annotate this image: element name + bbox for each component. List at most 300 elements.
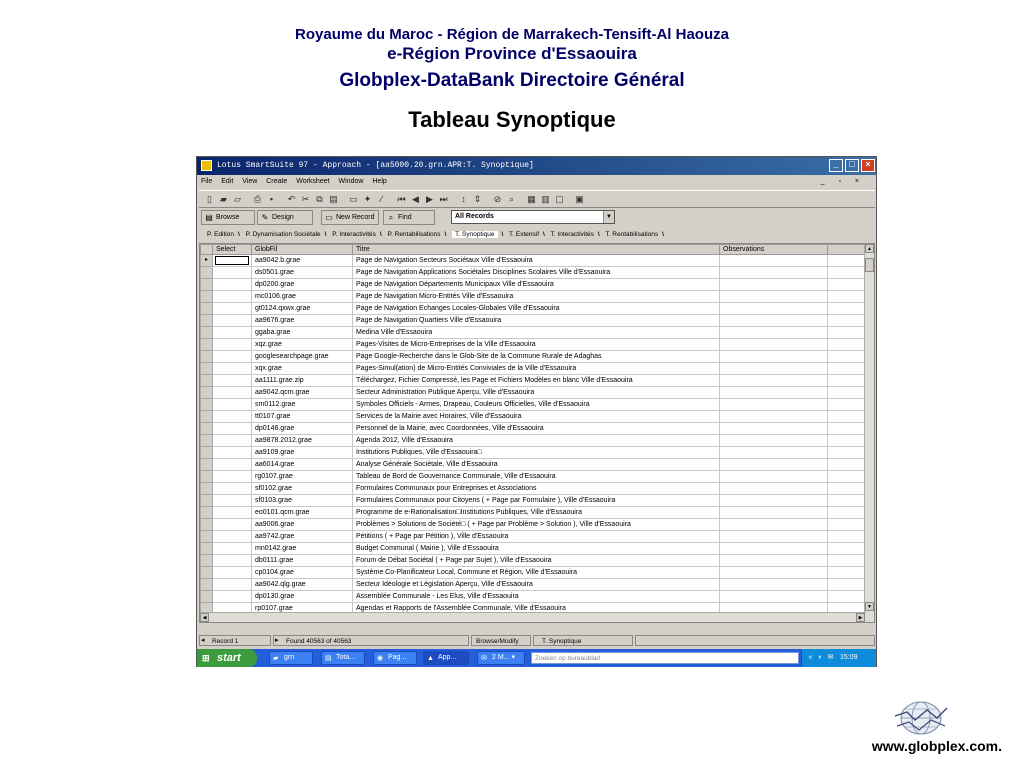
globfil-cell[interactable]: aa1111.grae.zip [252, 375, 353, 387]
row-indicator[interactable] [201, 327, 213, 339]
sort-ascending-icon[interactable]: ↕ [461, 194, 466, 204]
row-indicator[interactable] [201, 459, 213, 471]
observations-cell[interactable] [720, 255, 828, 267]
titre-cell[interactable]: Page de Navigation Secteurs Sociétaux Ville d'Essaouira [353, 255, 720, 267]
titre-cell[interactable]: Pages-Simul(ation) de Micro-Entités Conviviales de la Ville d'Essaouira [353, 363, 720, 375]
clock[interactable]: 15:09 [840, 654, 858, 661]
titre-cell[interactable]: Secteur Idéologie et Législation Aperçu, Ville d'Essaouira [353, 579, 720, 591]
blank-cell [828, 471, 868, 483]
cut-icon[interactable]: ✂ [301, 194, 310, 204]
scroll-right-icon[interactable]: ▶ [856, 613, 865, 622]
sort-descending-icon[interactable]: ⇕ [473, 194, 482, 204]
select-cell[interactable] [213, 555, 252, 567]
observations-cell[interactable] [720, 423, 828, 435]
observations-cell[interactable] [720, 531, 828, 543]
blank-cell [828, 579, 868, 591]
find-button[interactable]: ⌕ Find [383, 210, 435, 225]
row-indicator[interactable] [201, 531, 213, 543]
report-icon[interactable]: ▢ [555, 194, 564, 204]
table-row[interactable] [201, 531, 868, 543]
titre-cell[interactable]: Formulaires Communaux pour Entreprises et Associations [353, 483, 720, 495]
select-cell[interactable] [213, 303, 252, 315]
row-indicator[interactable] [201, 399, 213, 411]
globfil-cell[interactable]: googlesearchpage.grae [252, 351, 353, 363]
table-row[interactable] [201, 483, 868, 495]
select-cell[interactable] [213, 495, 252, 507]
titre-cell[interactable]: Agenda 2012, Ville d'Essaouira [353, 435, 720, 447]
view-indicator[interactable]: T. Synoptique [533, 635, 633, 646]
titre-cell[interactable]: Page de Navigation Echanges Locales-Globales Ville d'Essaouira [353, 303, 720, 315]
smarticons-menu-icon[interactable]: ▣ [575, 194, 584, 204]
row-indicator[interactable] [201, 447, 213, 459]
slide-title-province: e-Région Province d'Essaouira [387, 44, 637, 63]
slide-subtitle: Tableau Synoptique [408, 107, 616, 132]
select-cell[interactable] [213, 387, 252, 399]
observations-cell[interactable] [720, 543, 828, 555]
titre-cell[interactable]: Programme de e-Rationalisation□Institutions Publiques, Ville d'Essaouira [353, 507, 720, 519]
globfil-cell[interactable]: dp0200.grae [252, 279, 353, 291]
horizontal-scrollbar[interactable] [200, 612, 866, 622]
table-row[interactable] [201, 459, 868, 471]
select-cell[interactable] [213, 543, 252, 555]
select-cell[interactable] [213, 399, 252, 411]
titre-cell[interactable]: Medina Ville d'Essaouira [353, 327, 720, 339]
delete-record-icon[interactable]: ⊘ [493, 194, 502, 204]
last-record-icon[interactable]: ⏭ [439, 194, 448, 204]
observations-cell[interactable] [720, 375, 828, 387]
lotus-app-icon [201, 160, 212, 171]
row-indicator[interactable]: ▸ [201, 255, 213, 267]
row-indicator[interactable] [201, 363, 213, 375]
row-indicator[interactable] [201, 387, 213, 399]
observations-cell[interactable] [720, 483, 828, 495]
found-set-indicator[interactable]: ▸ Found 40563 of 40563 [273, 635, 469, 646]
new-record-icon: ▭ [325, 213, 333, 222]
select-cell[interactable] [213, 375, 252, 387]
status-bar [199, 635, 875, 647]
document-window-controls[interactable]: _ ▫ × [820, 178, 865, 185]
select-cell[interactable] [213, 423, 252, 435]
observations-cell[interactable] [720, 327, 828, 339]
open-folder-icon[interactable]: ▰ [220, 194, 227, 204]
titre-cell[interactable]: Page de Navigation Applications Sociétales Disciplines Scolaires Ville d'Essaouira [353, 267, 720, 279]
globfil-cell[interactable]: aa9878.2012.grae [252, 435, 353, 447]
start-button[interactable]: ⊞ start [197, 649, 257, 667]
scroll-thumb[interactable] [865, 258, 874, 272]
table-row[interactable] [201, 411, 868, 423]
table-row[interactable] [201, 435, 868, 447]
globfil-cell[interactable]: mn0142.grae [252, 543, 353, 555]
row-indicator[interactable] [201, 279, 213, 291]
blank-cell [828, 483, 868, 495]
first-record-icon[interactable]: ⏮ [397, 194, 406, 204]
blank-cell [828, 555, 868, 567]
find-record-icon[interactable]: ⌕ [508, 194, 515, 204]
table-row[interactable] [201, 375, 868, 387]
observations-cell[interactable] [720, 567, 828, 579]
folder-icon: ▰ [273, 655, 279, 662]
row-indicator[interactable] [201, 543, 213, 555]
globfil-cell[interactable]: rg0107.grae [252, 471, 353, 483]
blank-cell [828, 399, 868, 411]
menu-window[interactable]: Window [338, 178, 364, 185]
observations-cell[interactable] [720, 459, 828, 471]
globfil-cell[interactable]: dp0146.grae [252, 423, 353, 435]
browse-button[interactable]: ▤ Browse [201, 210, 255, 225]
column-header-blank [828, 245, 868, 255]
tab-p-edition[interactable]: P. Edition [207, 231, 234, 238]
globfil-cell[interactable]: aa9742.grae [252, 531, 353, 543]
form-icon[interactable]: ▥ [541, 194, 550, 204]
globfil-cell[interactable]: dp0130.grae [252, 591, 353, 603]
blank-cell [828, 375, 868, 387]
globfil-cell[interactable]: ggaba.grae [252, 327, 353, 339]
titre-cell[interactable]: Pages-Visites de Micro-Entreprises de la Ville d'Essaouira [353, 339, 720, 351]
save-icon[interactable]: ▪ [269, 194, 274, 204]
row-indicator[interactable] [201, 495, 213, 507]
globfil-cell[interactable]: xqz.grae [252, 339, 353, 351]
row-indicator[interactable] [201, 315, 213, 327]
row-indicator[interactable] [201, 567, 213, 579]
observations-cell[interactable] [720, 291, 828, 303]
record-indicator[interactable]: ◂ Record 1 [199, 635, 271, 646]
table-row[interactable] [201, 363, 868, 375]
globfil-cell[interactable]: aa9006.grae [252, 519, 353, 531]
open-icon[interactable]: ▱ [234, 194, 241, 204]
slide-title-region: Royaume du Maroc - Région de Marrakech-Tensift-Al Haouza [295, 26, 729, 43]
select-cell[interactable] [213, 339, 252, 351]
undo-icon[interactable]: ↶ [287, 194, 296, 204]
globfil-cell[interactable]: aa9109.grae [252, 447, 353, 459]
desktop-search-input[interactable]: Zoeken op bureaublad [531, 652, 799, 664]
table-row[interactable] [201, 291, 868, 303]
titre-cell[interactable]: Page de Navigation Quartiers Ville d'Essaouira [353, 315, 720, 327]
records-table [200, 244, 868, 623]
select-cell[interactable] [213, 579, 252, 591]
blank-cell [828, 495, 868, 507]
table-row[interactable] [201, 387, 868, 399]
titre-cell[interactable]: Institutions Publiques, Ville d'Essaouira□ [353, 447, 720, 459]
select-cell[interactable] [213, 411, 252, 423]
globfil-cell[interactable]: gt0124.qxwx.grae [252, 303, 353, 315]
blank-cell [828, 591, 868, 603]
approach-window [196, 156, 877, 667]
globfil-cell[interactable]: ds0501.grae [252, 267, 353, 279]
titre-cell[interactable]: Secteur Administration Publique Aperçu, Ville d'Essaouira [353, 387, 720, 399]
format-icon[interactable]: ⁄ [380, 194, 383, 204]
new-record-button[interactable]: ▭ New Record [321, 210, 379, 225]
globfil-cell[interactable]: aa9042.qcm.grae [252, 387, 353, 399]
table-row[interactable] [201, 447, 868, 459]
observations-cell[interactable] [720, 447, 828, 459]
windows-logo-icon: ⊞ [202, 653, 210, 663]
select-cell[interactable] [213, 447, 252, 459]
task-tota[interactable]: ▤ Tota... [321, 651, 365, 665]
titre-cell[interactable]: Téléchargez, Fichier Compressé, les Page et Fichiers Modèles en blanc Ville d'Essaouira [353, 375, 720, 387]
blank-cell [828, 279, 868, 291]
select-cell[interactable] [213, 435, 252, 447]
select-cell[interactable] [213, 255, 252, 267]
observations-cell[interactable] [720, 279, 828, 291]
smarticon-toolbar [199, 190, 875, 208]
row-indicator[interactable] [201, 375, 213, 387]
titre-cell[interactable]: Agendas et Rapports de l'Assemblée Communale, Ville d'Essaouira [353, 603, 720, 615]
select-cell[interactable] [213, 567, 252, 579]
observations-cell[interactable] [720, 399, 828, 411]
tab-t-extensif[interactable]: T. Extensif [509, 231, 540, 238]
paste-icon[interactable]: ▤ [329, 194, 338, 204]
observations-cell[interactable] [720, 435, 828, 447]
observations-cell[interactable] [720, 267, 828, 279]
select-cell[interactable] [213, 315, 252, 327]
row-indicator[interactable] [201, 303, 213, 315]
observations-cell[interactable] [720, 315, 828, 327]
titre-cell[interactable]: Problèmes > Solutions de Société□ ( + Page par Problème > Solution ), Ville d'Essaouira [353, 519, 720, 531]
blank-cell [828, 435, 868, 447]
globfil-cell[interactable]: sf0103.grae [252, 495, 353, 507]
select-cell[interactable] [213, 531, 252, 543]
row-indicator[interactable] [201, 471, 213, 483]
maximize-button[interactable]: □ [845, 159, 859, 172]
select-cell[interactable] [213, 267, 252, 279]
task-mail[interactable]: ✉ 2 M... ▾ [477, 651, 525, 665]
new-file-icon[interactable]: ▯ [207, 194, 212, 204]
titre-cell[interactable]: Tableau de Bord de Gouvernance Communale, Ville d'Essaouira [353, 471, 720, 483]
task-pag[interactable]: ◉ Pag... [373, 651, 417, 665]
tab-p-interactivites[interactable]: P. Interactivités [332, 231, 376, 238]
table-row[interactable] [201, 399, 868, 411]
titre-cell[interactable]: Services de la Mairie avec Horaires, Ville d'Essaouira [353, 411, 720, 423]
row-indicator[interactable] [201, 435, 213, 447]
table-row[interactable] [201, 579, 868, 591]
row-indicator[interactable] [201, 423, 213, 435]
table-row[interactable] [201, 555, 868, 567]
minimize-button[interactable]: _ [829, 159, 843, 172]
titre-cell[interactable]: Page de Navigation Départements Municipaux Ville d'Essaouira [353, 279, 720, 291]
select-cell[interactable] [213, 279, 252, 291]
menu-bar [197, 176, 876, 188]
column-header-titre[interactable]: Titre [353, 245, 720, 255]
blank-cell [828, 255, 868, 267]
chevron-down-icon[interactable]: ▼ [603, 211, 614, 223]
status-blank [635, 635, 875, 646]
task-grn[interactable]: ▰ grn [269, 651, 313, 665]
select-cell[interactable] [213, 459, 252, 471]
action-bar [199, 209, 875, 227]
row-indicator[interactable] [201, 339, 213, 351]
select-cell[interactable] [213, 519, 252, 531]
table-row[interactable] [201, 543, 868, 555]
row-indicator[interactable] [201, 591, 213, 603]
titre-cell[interactable]: Formulaires Communaux pour Citoyens ( + Page par Formulaire ), Ville d'Essaouira [353, 495, 720, 507]
globfil-cell[interactable]: db0111.grae [252, 555, 353, 567]
titre-cell[interactable]: Budget Communal ( Mairie ), Ville d'Essaouira [353, 543, 720, 555]
globfil-cell[interactable]: cp0104.grae [252, 567, 353, 579]
select-cell[interactable] [213, 483, 252, 495]
tab-t-synoptique[interactable]: T. Synoptique [452, 231, 497, 238]
blank-cell [828, 531, 868, 543]
preview-icon[interactable]: ▭ [349, 194, 358, 204]
globfil-cell[interactable]: xqx.grae [252, 363, 353, 375]
menu-worksheet[interactable]: Worksheet [296, 178, 330, 185]
blank-cell [828, 387, 868, 399]
menu-create[interactable]: Create [266, 178, 288, 185]
next-arrow-icon[interactable]: ▸ [275, 637, 279, 644]
tab-p-rentabilisations[interactable]: P. Rentabilisations [387, 231, 441, 238]
print-icon[interactable]: ⎙ [253, 194, 262, 204]
previous-record-icon[interactable]: ◀ [412, 194, 419, 204]
select-cell[interactable] [213, 327, 252, 339]
view-tabs: P. Edition \ P. Dynamisation Sociétale \ P. Interactivités \ P. Rentabilisations \ T. Synoptique \ T. Extensif \ T. Interactivités \ T. Rentabilisations \ [207, 231, 664, 238]
blank-cell [828, 291, 868, 303]
find-icon: ⌕ [388, 213, 394, 222]
smartmaster-icon[interactable]: ✦ [363, 194, 372, 204]
task-app[interactable]: ▲ App... [423, 651, 469, 665]
titre-cell[interactable]: Pétitions ( + Page par Pétition ), Ville d'Essaouira [353, 531, 720, 543]
globplex-globe-logo [893, 696, 949, 740]
design-button[interactable]: ✎ Design [257, 210, 313, 225]
globfil-cell[interactable]: mc0106.grae [252, 291, 353, 303]
row-indicator[interactable] [201, 579, 213, 591]
column-header-globfil[interactable]: GlobFil [252, 245, 353, 255]
menu-edit[interactable]: Edit [221, 178, 234, 185]
blank-cell [828, 363, 868, 375]
tray-network-icon[interactable]: ◐ [818, 654, 823, 661]
table-row[interactable] [201, 591, 868, 603]
table-row[interactable] [201, 471, 868, 483]
column-header-select[interactable]: Select [213, 245, 252, 255]
titre-cell[interactable]: Forum de Débat Sociétal ( + Page par Sujet ), Ville d'Essaouira [353, 555, 720, 567]
row-indicator[interactable] [201, 555, 213, 567]
tab-t-interactivites[interactable]: T. Interactivités [550, 231, 594, 238]
titre-cell[interactable]: Personnel de la Mairie, avec Coordonnées, Ville d'Essaouira [353, 423, 720, 435]
table-row[interactable] [201, 315, 868, 327]
select-cell[interactable] [213, 591, 252, 603]
mail-icon: ✉ [481, 655, 487, 662]
globfil-cell[interactable]: tt0107.grae [252, 411, 353, 423]
menu-view[interactable]: View [242, 178, 258, 185]
table-row[interactable] [201, 339, 868, 351]
previous-arrow-icon[interactable]: ◂ [201, 637, 205, 644]
blank-cell [828, 447, 868, 459]
row-indicator[interactable] [201, 519, 213, 531]
observations-cell[interactable] [720, 387, 828, 399]
observations-cell[interactable] [720, 579, 828, 591]
row-indicator[interactable] [201, 411, 213, 423]
column-header-observations[interactable]: Observations [720, 245, 828, 255]
mode-indicator[interactable]: Browse/Modify [471, 635, 531, 646]
observations-cell[interactable] [720, 495, 828, 507]
row-indicator[interactable] [201, 267, 213, 279]
table-row[interactable] [201, 279, 868, 291]
tray-arrow-icon[interactable]: « [808, 654, 813, 661]
tab-t-rentabilisations[interactable]: T. Rentabilisations [605, 231, 659, 238]
titre-cell[interactable]: Page de Navigation Micro-Entités Ville d'Essaouira [353, 291, 720, 303]
tab-p-dynamisation[interactable]: P. Dynamisation Sociétale [245, 231, 321, 238]
menu-file[interactable]: File [201, 178, 213, 185]
globfil-cell[interactable]: aa6014.grae [252, 459, 353, 471]
next-record-icon[interactable]: ▶ [426, 194, 433, 204]
corner-header [201, 245, 213, 255]
select-cell[interactable] [213, 507, 252, 519]
observations-cell[interactable] [720, 411, 828, 423]
scroll-up-icon[interactable]: ▲ [865, 244, 874, 253]
close-button[interactable]: × [861, 159, 875, 172]
table-row[interactable] [201, 507, 868, 519]
titre-cell[interactable]: Symboles Officiels - Armes, Drapeau, Couleurs Officielles, Ville d'Essaouira [353, 399, 720, 411]
document-icon: ▤ [325, 655, 332, 662]
blank-cell [828, 267, 868, 279]
titre-cell[interactable]: Page Google-Recherche dans le Glob-Site de la Commune Rurale de Adaghas [353, 351, 720, 363]
select-cell[interactable] [213, 291, 252, 303]
found-set-select[interactable]: All Records ▼ [451, 210, 615, 224]
table-row[interactable] [201, 255, 868, 267]
observations-cell[interactable] [720, 351, 828, 363]
scroll-down-icon[interactable]: ▼ [865, 602, 874, 611]
table-row[interactable] [201, 495, 868, 507]
globfil-cell[interactable]: rp0107.grae [252, 603, 353, 615]
observations-cell[interactable] [720, 519, 828, 531]
window-title: Lotus SmartSuite 97 - Approach - [aa5000.20.grn.APR:T. Synoptique] [217, 161, 534, 170]
blank-cell [828, 423, 868, 435]
select-field[interactable] [215, 256, 249, 265]
table-row[interactable] [201, 303, 868, 315]
table-row[interactable] [201, 519, 868, 531]
observations-cell[interactable] [720, 591, 828, 603]
row-indicator[interactable] [201, 483, 213, 495]
menu-help[interactable]: Help [372, 178, 387, 185]
globfil-cell[interactable]: eo0101.qcm.grae [252, 507, 353, 519]
observations-cell[interactable] [720, 471, 828, 483]
slide-title-databank: Globplex-DataBank Directoire Général [339, 70, 685, 91]
observations-cell[interactable] [720, 363, 828, 375]
globfil-cell[interactable]: sf0102.grae [252, 483, 353, 495]
window-titlebar[interactable] [197, 157, 876, 175]
table-row[interactable] [201, 567, 868, 579]
copy-icon[interactable]: ⧉ [316, 194, 323, 204]
observations-cell[interactable] [720, 303, 828, 315]
globfil-cell[interactable]: aa9676.grae [252, 315, 353, 327]
vertical-scrollbar[interactable] [864, 244, 874, 622]
row-indicator[interactable] [201, 507, 213, 519]
observations-cell[interactable] [720, 555, 828, 567]
tray-mail-icon[interactable]: ✉ [827, 654, 834, 661]
select-cell[interactable] [213, 471, 252, 483]
table-row[interactable] [201, 351, 868, 363]
select-cell[interactable] [213, 363, 252, 375]
row-indicator[interactable] [201, 291, 213, 303]
table-row[interactable] [201, 327, 868, 339]
titre-cell[interactable]: Assemblée Communale - Les Elus, Ville d'Essaouira [353, 591, 720, 603]
select-cell[interactable] [213, 351, 252, 363]
design-icon: ✎ [261, 213, 269, 222]
worksheet-icon[interactable]: ▦ [527, 194, 536, 204]
globfil-cell[interactable]: sm0112.grae [252, 399, 353, 411]
globfil-cell[interactable]: aa9042.b.grae [252, 255, 353, 267]
blank-cell [828, 507, 868, 519]
globfil-cell[interactable]: aa9042.qlg.grae [252, 579, 353, 591]
titre-cell[interactable]: Système Co-Planificateur Local, Commune et Région, Ville d'Essaouira [353, 567, 720, 579]
titre-cell[interactable]: Analyse Générale Sociétale, Ville d'Essaouira [353, 459, 720, 471]
table-row[interactable] [201, 423, 868, 435]
scroll-left-icon[interactable]: ◀ [200, 613, 209, 622]
observations-cell[interactable] [720, 507, 828, 519]
table-row[interactable] [201, 267, 868, 279]
footer-url[interactable]: www.globplex.com. [871, 738, 1002, 754]
row-indicator[interactable] [201, 351, 213, 363]
observations-cell[interactable] [720, 339, 828, 351]
approach-icon: ▲ [427, 655, 434, 662]
